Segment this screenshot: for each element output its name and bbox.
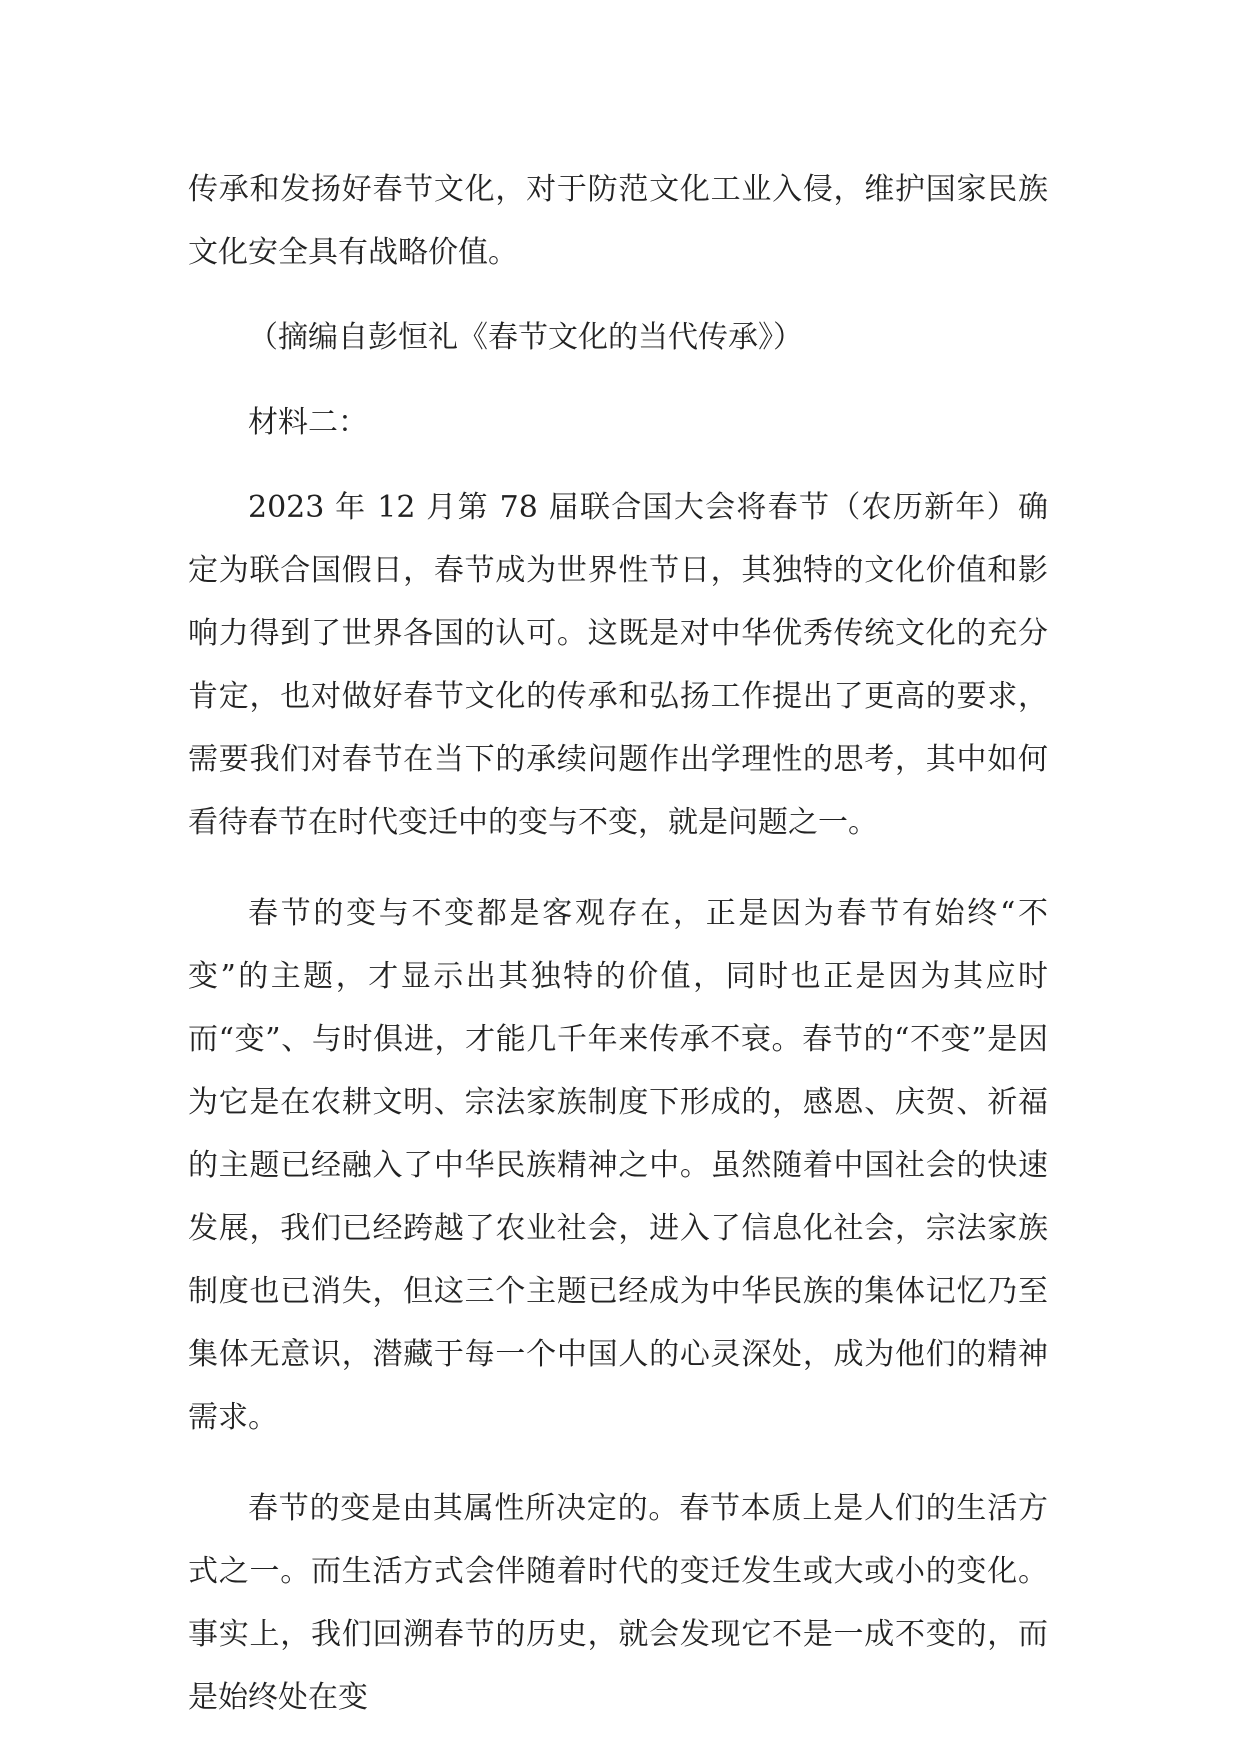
- document-body: [188, 158, 1048, 1729]
- section-heading-material-two: 材料二：: [248, 405, 368, 440]
- paragraph-nature-of-change: 春节的变是由其属性所决定的。春节本质上是人们的生活方式之一。而生活方式会伴随着时代的变迁发生或大或小的变化。事实上，我们回溯春节的历史，就会发现它不是一成不变的，而是始终处在变: [188, 1491, 1048, 1715]
- paragraph-change-and-constancy: 春节的变与不变都是客观存在，正是因为春节有始终“不变”的主题，才显示出其独特的价值，同时也正是因为其应时而“变”、与时俱进，才能几千年来传承不衰。春节的“不变”是因为它是在农耕文明、宗法家族制度下形成的，感恩、庆贺、祈福的主题已经融入了中华民族精神之中。虽然随着中国社会的快速发展，我们已经跨越了农业社会，进入了信息化社会，宗法家族制度也已消失，但这三个主题已经成为中华民族的集体记忆乃至集体无意识，潜藏于每一个中国人的心灵深处，成为他们的精神需求。: [188, 896, 1048, 1435]
- paragraph-un-holiday: 2023 年 12 月第 78 届联合国大会将春节（农历新年）确定为联合国假日，春节成为世界性节日，其独特的文化价值和影响力得到了世界各国的认可。这既是对中华优秀传统文化的充分肯定，也对做好春节文化的传承和弘扬工作提出了更高的要求，需要我们对春节在当下的承续问题作出学理性的思考，其中如何看待春节在时代变迁中的变与不变，就是问题之一。: [188, 490, 1048, 840]
- source-citation: （摘编自彭恒礼《春节文化的当代传承》）: [248, 320, 803, 355]
- paragraph-continuation: 传承和发扬好春节文化，对于防范文化工业入侵，维护国家民族文化安全具有战略价值。: [188, 172, 1048, 270]
